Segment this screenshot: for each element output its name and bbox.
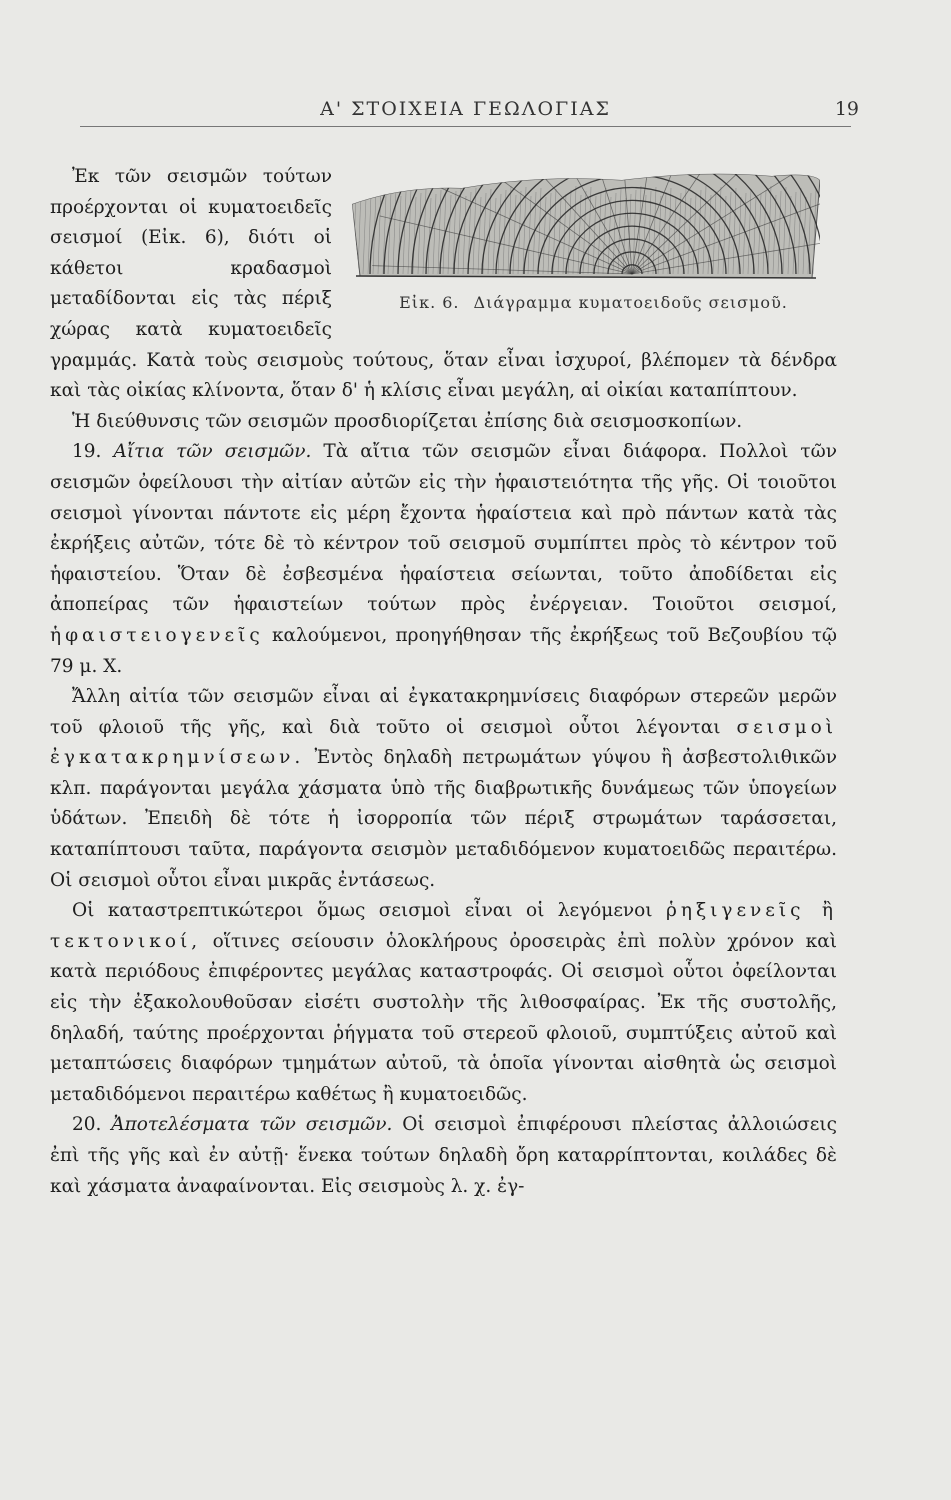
paragraph-text: Ἐκ τῶν σεισμῶν τούτων προέρχονται οἱ κυματοειδεῖς σεισμοί (Εἰκ. 6), διότι οἱ κάθετοι κραδασμοὶ μεταδίδονται εἰς τὰς πέριξ χώρας κατὰ κυματοειδεῖς γραμμάς. Κατὰ τοὺς σεισμοὺς τούτους, ὅταν εἶναι ἰσχυροί, βλέπομεν τὰ δένδρα καὶ τὰς οἰκίας κλίνοντα, ὅταν δ' ἡ κλίσις εἶναι μεγάλη, αἱ οἰκίαι καταπίπτουν. [50,166,837,402]
paragraph-text: Ἄλλη αἰτία τῶν σεισμῶν εἶναι αἱ ἐγκατακρημνίσεις διαφόρων στερεῶν μερῶν τοῦ φλοιοῦ τῆς γῆς, καὶ διὰ τοῦτο οἱ σεισμοὶ οὗτοι λέγονται [50,686,837,738]
section-number: 19. [72,441,102,463]
section-title: Αἴτια τῶν σεισμῶν. [113,441,312,463]
paragraph-text: καλούμενοι, προηγήθησαν τῆς ἐκρήξεως τοῦ Βεζουβίου τῷ 79 μ. Χ. [50,624,837,677]
paragraph-wave-earthquakes [50,162,837,407]
paragraph-direction [50,407,837,438]
spaced-term: σεισμοὶ ἐγκατακρημνίσεων. [50,716,837,769]
running-title: Α' ΣΤΟΙΧΕΙΑ ΓΕΩΛΟΓΙΑΣ [320,98,611,120]
page-number: 19 [834,98,859,120]
page-header [80,92,859,127]
section-title: Ἀποτελέσματα τῶν σεισμῶν. [111,1114,393,1136]
figure-caption-text: Διάγραμμα κυματοειδοῦς σεισμοῦ. [473,293,788,312]
paragraph-text: Οἱ καταστρεπτικώτεροι ὅμως σεισμοὶ εἶναι οἱ λεγόμενοι [72,900,653,922]
section-20 [50,1110,837,1202]
figure-label: Εἰκ. 6. [399,293,460,312]
paragraph-text: Οἱ σεισμοὶ ἐπιφέρουσι πλείστας ἀλλοιώσεις ἐπὶ τῆς γῆς καὶ ἐν αὐτῇ· ἕνεκα τούτων δηλαδὴ ὄρη καταρρίπτονται, κοιλάδες δὲ καὶ χάσματα ἀναφαίνονται. Εἰς σεισμοὺς λ. χ. ἐγ- [50,1114,837,1197]
paragraph-tectonic-earthquakes [50,896,837,1110]
paragraph-text: Ἡ διεύθυνσις τῶν σεισμῶν προσδιορίζεται ἐπίσης διὰ σεισμοσκοπίων. [72,410,743,432]
section-19 [50,437,837,682]
figure-6 [342,166,837,326]
paragraph-collapse-earthquakes [50,682,837,896]
figure-caption [342,288,837,319]
paragraph-text: Τὰ αἴτια τῶν σεισμῶν εἶναι διάφορα. Πολλοὶ τῶν σεισμῶν ὀφείλουσι τὴν αἰτίαν αὐτῶν εἰς τὴν ἡφαιστειότητα τῆς γῆς. Οἱ τοιοῦτοι σεισμοὶ γίνονται πάντοτε εἰς μέρη ἔχοντα ἡφαίστεια καὶ πρὸ πάντων κατὰ τὰς ἐκρήξεις αὐτῶν, τότε δὲ τὸ κέντρον τοῦ σεισμοῦ συμπίπτει πρὸς τὸ κέντρον τοῦ ἡφαιστείου. Ὅταν δὲ ἐσβεσμένα ἡφαίστεια σείωνται, τοῦτο ἀποδίδεται εἰς ἀποπείρας τῶν ἡφαιστείων τούτων πρὸς ἐνέργειαν. Τοιοῦτοι σεισμοί, [50,441,837,616]
body-text [50,162,837,1202]
wave-diagram-illustration [342,166,837,284]
paragraph-text: οἵτινες σείουσιν ὁλοκλήρους ὀροσειρὰς ἐπὶ πολὺν χρόνον καὶ κατὰ περιόδους ἐπιφέροντες μεγάλας καταστροφάς. Οἱ σεισμοὶ οὗτοι ὀφείλονται εἰς τὴν ἐξακολουθοῦσαν εἰσέτι συστολὴν τῆς λιθοσφαίρας. Ἐκ τῆς συστολῆς, δηλαδή, ταύτης προέρχονται ῥήγματα τοῦ στερεοῦ φλοιοῦ, συμπτύξεις αὐτοῦ καὶ μεταπτώσεις διαφόρων τμημάτων αὐτοῦ, τὰ ὁποῖα γίνονται αἰσθητὰ ὡς σεισμοὶ μεταδιδόμενοι περαιτέρω καθέτως ἢ κυματοειδῶς. [50,930,837,1105]
paragraph-text: Ἐντὸς δηλαδὴ πετρωμάτων γύψου ἢ ἀσβεστολιθικῶν κλπ. παράγονται μεγάλα χάσματα ὑπὸ τῆς διαβρωτικῆς δυνάμεως τῶν ὑπογείων ὑδάτων. Ἐπειδὴ δὲ τότε ἡ ἰσορροπία τῶν πέριξ στρωμάτων ταράσσεται, καταπίπτουσι ταῦτα, παράγοντα σεισμὸν μεταδιδόμενον κυματοειδῶς περαιτέρω. Οἱ σεισμοὶ οὗτοι εἶναι μικρᾶς ἐντάσεως. [50,747,837,891]
section-number: 20. [72,1114,102,1136]
spaced-term: ἡφαιστειογενεῖς [50,624,264,646]
spaced-term: ῥηξιγενεῖς ἢ τεκτονικοί, [50,900,837,952]
